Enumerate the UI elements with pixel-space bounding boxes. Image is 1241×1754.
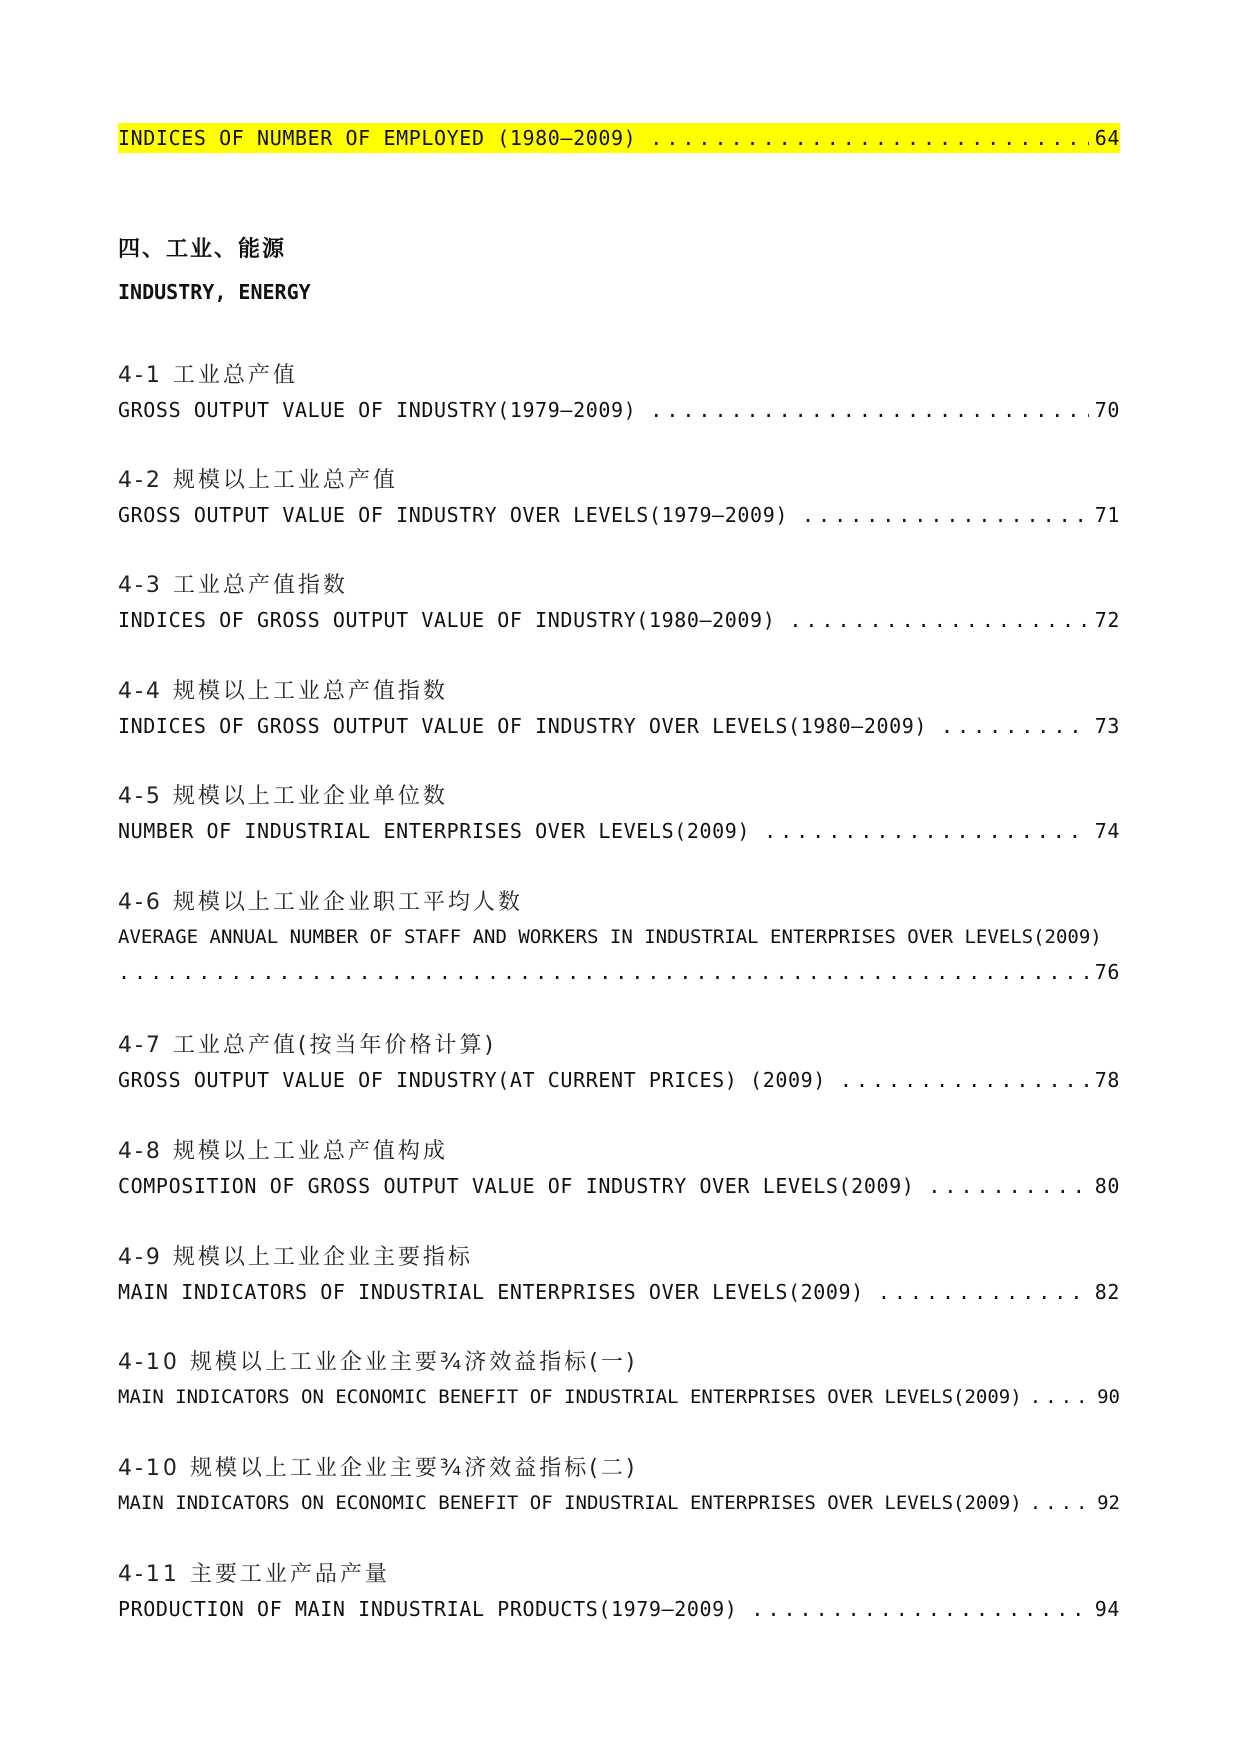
toc-entry-text: INDICES OF GROSS OUTPUT VALUE OF INDUSTRY OVER LEVELS(1980—2009) [118,714,928,738]
toc-entry-text: INDICES OF NUMBER OF EMPLOYED (1980—2009) [118,126,637,150]
leader-dots [751,1597,1088,1621]
entry-title: 4-2 规模以上工业总产值 [118,468,398,493]
toc-page-number: 71 [1094,503,1120,527]
toc-entry[interactable] [118,500,1120,530]
toc-entry[interactable] [118,1171,1120,1201]
entry-title: 4-9 规模以上工业企业主要指标 [118,1245,473,1270]
entry-title: 4-3 工业总产值指数 [118,573,348,598]
toc-entry[interactable] [118,1594,1120,1624]
entry-title: 4-7 工业总产值(按当年价格计算) [118,1033,497,1058]
leader-dots [1030,1386,1091,1408]
entry-title: 4-5 规模以上工业企业单位数 [118,784,448,809]
toc-entry-text: GROSS OUTPUT VALUE OF INDUSTRY(1979—2009) [118,398,637,422]
leader-dots [118,960,1089,984]
toc-entry[interactable] [118,1065,1120,1095]
toc-entry-text: MAIN INDICATORS OF INDUSTRIAL ENTERPRISES OVER LEVELS(2009) [118,1280,864,1304]
entry-title: 4-11 主要工业产品产量 [118,1562,390,1587]
entry-title: 4-8 规模以上工业总产值构成 [118,1139,448,1164]
toc-page [118,0,1120,1754]
toc-page-number: 78 [1094,1068,1120,1092]
toc-entry-continuation[interactable] [118,957,1120,987]
toc-entry-text: NUMBER OF INDUSTRIAL ENTERPRISES OVER LEVELS(2009) [118,819,751,843]
toc-page-number: 72 [1094,608,1120,632]
entry-title: 4-6 规模以上工业企业职工平均人数 [118,890,523,915]
toc-page-number: 94 [1094,1597,1120,1621]
section-title-cn: 四、工业、能源 [118,237,287,262]
leader-dots [878,1280,1089,1304]
toc-page-number: 70 [1094,398,1120,422]
toc-entry[interactable] [118,395,1120,425]
leader-dots [928,1174,1088,1198]
toc-entry[interactable] [118,816,1120,846]
entry-title: 4-4 规模以上工业总产值指数 [118,679,448,704]
toc-entry-text: MAIN INDICATORS ON ECONOMIC BENEFIT OF INDUSTRIAL ENTERPRISES OVER LEVELS(2009) [118,1386,1022,1408]
toc-entry-text: GROSS OUTPUT VALUE OF INDUSTRY OVER LEVELS(1979—2009) [118,503,788,527]
leader-dots [1030,1492,1091,1514]
leader-dots [789,608,1088,632]
toc-page-number: 92 [1097,1492,1120,1514]
toc-page-number: 82 [1094,1280,1120,1304]
toc-page-number: 74 [1094,819,1120,843]
toc-entry-text: AVERAGE ANNUAL NUMBER OF STAFF AND WORKERS IN INDUSTRIAL ENTERPRISES OVER LEVELS(2009) [118,926,1102,948]
toc-page-number: 76 [1094,960,1120,984]
toc-entry[interactable] [118,711,1120,741]
leader-dots [650,398,1088,422]
toc-entry-text: GROSS OUTPUT VALUE OF INDUSTRY(AT CURRENT PRICES) (2009) [118,1068,826,1092]
toc-entry[interactable] [118,922,1120,952]
toc-page-number: 90 [1097,1386,1120,1408]
leader-dots [840,1068,1089,1092]
entry-title: 4-1 工业总产值 [118,363,298,388]
toc-entry-text: COMPOSITION OF GROSS OUTPUT VALUE OF INDUSTRY OVER LEVELS(2009) [118,1174,915,1198]
toc-page-number: 64 [1094,126,1120,150]
toc-page-number: 80 [1094,1174,1120,1198]
toc-entry-text: PRODUCTION OF MAIN INDUSTRIAL PRODUCTS(1979—2009) [118,1597,738,1621]
leader-dots [764,819,1089,843]
toc-entry-text: MAIN INDICATORS ON ECONOMIC BENEFIT OF INDUSTRIAL ENTERPRISES OVER LEVELS(2009) [118,1492,1022,1514]
toc-entry[interactable] [118,1277,1120,1307]
leader-dots [941,714,1089,738]
toc-entry-prev[interactable] [118,123,1120,153]
leader-dots [802,503,1089,527]
leader-dots [650,126,1088,150]
entry-title: 4-10 规模以上工业企业主要¾济效益指标(一) [118,1350,638,1375]
toc-entry[interactable] [118,1382,1120,1412]
toc-entry[interactable] [118,1488,1120,1518]
toc-entry[interactable] [118,605,1120,635]
entry-title: 4-10 规模以上工业企业主要¾济效益指标(二) [118,1456,638,1481]
section-title-en: INDUSTRY, ENERGY [118,280,311,304]
toc-page-number: 73 [1094,714,1120,738]
toc-entry-text: INDICES OF GROSS OUTPUT VALUE OF INDUSTRY(1980—2009) [118,608,776,632]
